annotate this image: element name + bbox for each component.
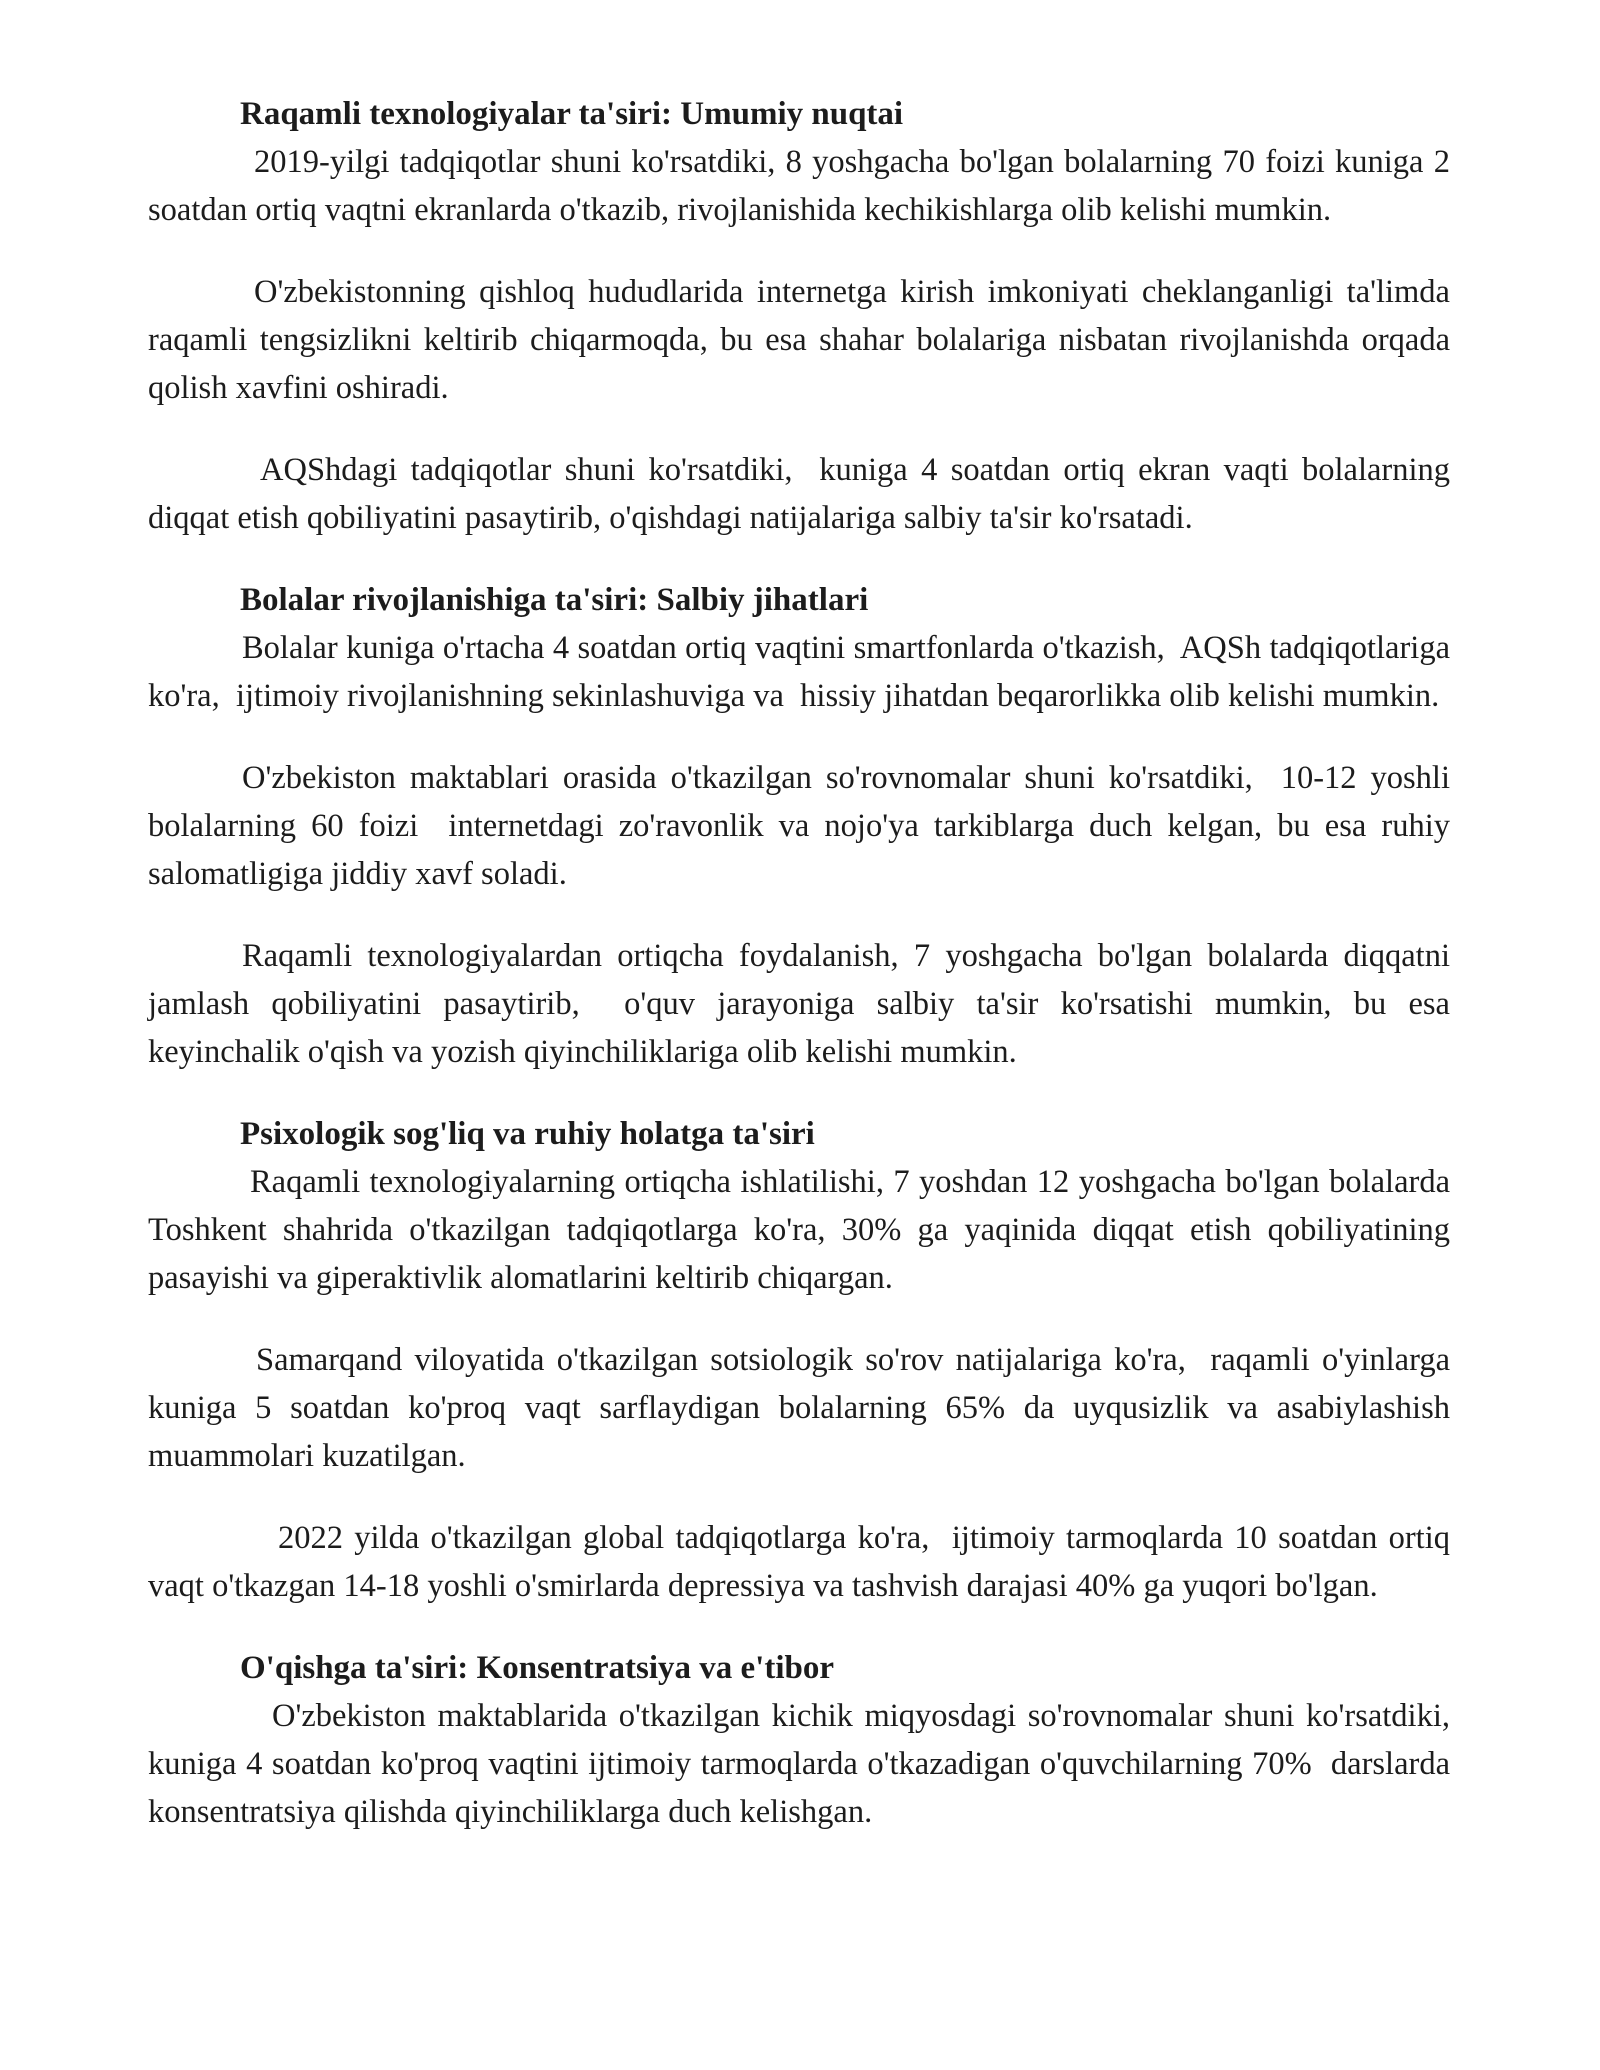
section-psychological-health bbox=[148, 1110, 1459, 1610]
paragraph: Samarqand viloyatida o'tkazilgan sotsiologik so'rov natijalariga ko'ra, raqamli o'yinlarga kuniga 5 soatdan ko'proq vaqt sarflaydigan bolalarning 65% da uyqusizlik va asabiylashish muammolari kuzatilgan. bbox=[148, 1342, 1459, 1474]
paragraph: Raqamli texnologiyalarning ortiqcha ishlatilishi, 7 yoshdan 12 yoshgacha bo'lgan bolalarda Toshkent shahrida o'tkazilgan tadqiqotlarga ko'ra, 30% ga yaqinida diqqat etish qobiliyatining pasayishi va giperaktivlik alomatlarini keltirib chiqargan. bbox=[148, 1164, 1459, 1296]
section-reading-concentration bbox=[148, 1644, 1467, 1836]
paragraph: O'zbekiston maktablari orasida o'tkazilgan so'rovnomalar shuni ko'rsatdiki, 10-12 yoshli bolalarning 60 foizi internetdagi zo'ravonlik va nojo'ya tarkiblarga duch kelgan, bu esa ruhiy salomatligiga jiddiy xavf soladi. bbox=[148, 760, 1459, 892]
document-body bbox=[148, 90, 1467, 1870]
section-heading: O'qishga ta'siri: Konsentratsiya va e'tibor bbox=[240, 1650, 834, 1686]
paragraph: O'zbekistonning qishloq hududlarida internetga kirish imkoniyati cheklanganligi ta'limda raqamli tengsizlikni keltirib chiqarmoqda, bu esa shahar bolalariga nisbatan rivojlanishda orqada qolish xavfini oshiradi. bbox=[148, 274, 1459, 406]
section-heading: Bolalar rivojlanishiga ta'siri: Salbiy jihatlari bbox=[240, 582, 869, 618]
paragraph: O'zbekiston maktablarida o'tkazilgan kichik miqyosdagi so'rovnomalar shuni ko'rsatdiki, kuniga 4 soatdan ko'proq vaqtini ijtimoiy tarmoqlarda o'tkazadigan o'quvchilarning 70% darslarda konsentratsiya qilishda qiyinchiliklarga duch kelishgan. bbox=[148, 1698, 1467, 1830]
paragraph: 2022 yilda o'tkazilgan global tadqiqotlarga ko'ra, ijtimoiy tarmoqlarda 10 soatdan ortiq vaqt o'tkazgan 14-18 yoshli o'smirlarda depressiya va tashvish darajasi 40% ga yuqori bo'lgan. bbox=[148, 1520, 1459, 1604]
paragraph: 2019-yilgi tadqiqotlar shuni ko'rsatdiki, 8 yoshgacha bo'lgan bolalarning 70 foizi kuniga 2 soatdan ortiq vaqtni ekranlarda o'tkazib, rivojlanishida kechikishlarga olib kelishi mumkin. bbox=[148, 144, 1459, 228]
paragraph: Bolalar kuniga o'rtacha 4 soatdan ortiq vaqtini smartfonlarda o'tkazish, AQSh tadqiqotlariga ko'ra, ijtimoiy rivojlanishning sekinlashuviga va hissiy jihatdan beqarorlikka olib kelishi mumkin. bbox=[148, 630, 1459, 714]
section-heading: Psixologik sog'liq va ruhiy holatga ta'siri bbox=[240, 1116, 815, 1152]
paragraph: AQShdagi tadqiqotlar shuni ko'rsatdiki, kuniga 4 soatdan ortiq ekran vaqti bolalarning diqqat etish qobiliyatini pasaytirib, o'qishdagi natijalariga salbiy ta'sir ko'rsatadi. bbox=[148, 452, 1459, 536]
section-digital-tech-overview bbox=[148, 90, 1459, 542]
paragraph: Raqamli texnologiyalardan ortiqcha foydalanish, 7 yoshgacha bo'lgan bolalarda diqqatni jamlash qobiliyatini pasaytirib, o'quv jarayoniga salbiy ta'sir ko'rsatishi mumkin, bu esa keyinchalik o'qish va yozish qiyinchiliklariga olib kelishi mumkin. bbox=[148, 938, 1459, 1070]
section-heading: Raqamli texnologiyalar ta'siri: Umumiy nuqtai bbox=[240, 96, 904, 132]
section-child-development-negative bbox=[148, 576, 1459, 1076]
